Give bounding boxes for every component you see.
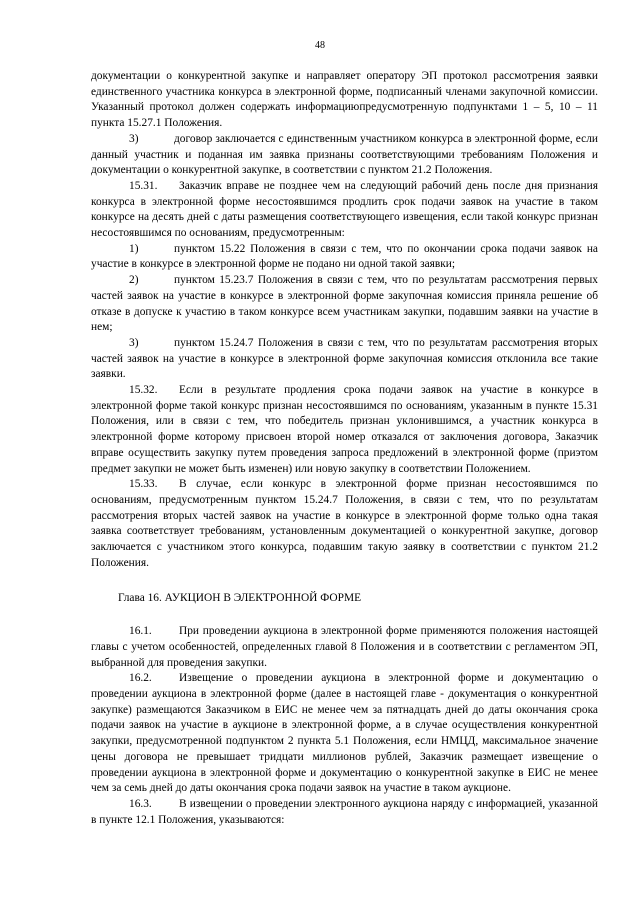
clause-number: 15.31. xyxy=(129,179,158,192)
list-item xyxy=(91,132,598,179)
clause xyxy=(91,671,598,797)
item-number: 2) xyxy=(129,274,139,287)
paragraph-text: договор заключается с единственным участником конкурса в электронной форме, если данный участник и поданная им заявка признаны соответствующими требованиям Положения и документации о конкурентной закупке, в соответствии с пунктом 21.2 Положения. xyxy=(91,132,598,177)
clause-number: 16.3. xyxy=(129,797,152,810)
paragraph-text: Если в результате продления срока подачи заявок на участие в конкурсе в электронной форме такой конкурс признан несостоявшимся по основаниям, указанным в пункте 15.31 Положения, или в связи с тем, что победитель признан уклонившимся, а участник конкурса в электронной форме которому присвоен второй номер отказался от заключения договора, Заказчик вправе осуществить закупку путем проведения запроса предложений в электронной форме (приэтом предмет закупки не может быть изменен) или новую закупку в соответствии Положением. xyxy=(91,384,598,475)
clause xyxy=(91,383,598,477)
clause xyxy=(91,477,598,571)
list-item xyxy=(91,242,598,273)
clause-number: 16.2. xyxy=(129,672,152,685)
clause xyxy=(91,624,598,671)
item-number: 3) xyxy=(129,336,139,349)
paragraph xyxy=(91,69,598,132)
paragraph-text: В случае, если конкурс в электронной форме признан несостоявшимся по основаниям, предусмотренным пунктом 15.24.7 Положения, в связи с тем, что по результатам рассмотрения вторых частей заявок на участие в конкурсе в электронной форме только одна такая заявка соответствует требованиям, установленным документацией о конкурентной закупке, договор заключается с участником этого конкурса, подавшим такую заявку в соответствии с пунктом 21.2 Положения. xyxy=(91,478,598,569)
paragraph-text: Заказчик вправе не позднее чем на следующий рабочий день после дня признания конкурса в электронной форме несостоявшимся продлить срок подачи заявок на участие в таком конкурсе на десять дней с даты размещения соответствующего извещения, если такой конкурс признан несостоявшимся по основаниям, предусмотренным: xyxy=(91,179,598,240)
clause-number: 15.33. xyxy=(129,478,158,491)
list-item xyxy=(91,273,598,336)
paragraph-text: Извещение о проведении аукциона в электронной форме и документацию о проведении аукциона в электронной форме (далее в настоящей главе - документация о конкурентной закупке) размещаются Заказчиком в ЕИС не менее чем за пятнадцать дней до даты окончания срока подачи заявок на участие в аукционе в электронной форме, а в случае осуществления конкурентной закупки, предусмотренной подпунктом 2 пункта 5.1 Положения, если НМЦД, максимальное значение цены договора не превышает тридцати миллионов рублей, Заказчик размещает извещение о проведении аукциона в электронной форме и документацию о конкурентной закупке в ЕИС не менее чем за семь дней до даты окончания срока подачи заявок на участие в таком аукционе. xyxy=(91,672,598,795)
paragraph-text: При проведении аукциона в электронной форме применяются положения настоящей главы с учетом особенностей, определенных главой 8 Положения и в соответствии с регламентом ЭП, выбранной для проведения закупки. xyxy=(91,625,598,669)
item-number: 1) xyxy=(129,242,139,255)
paragraph-text: пунктом 15.22 Положения в связи с тем, что по окончании срока подачи заявок на участие в конкурсе в электронной форме не подано ни одной такой заявки; xyxy=(91,242,598,271)
clause-number: 16.1. xyxy=(129,625,152,638)
paragraph-text: пунктом 15.24.7 Положения в связи с тем, что по результатам рассмотрения вторых частей заявок на участие в конкурсе в электронной форме закупочная комиссия отклонила все такие заявки. xyxy=(91,336,598,381)
item-number: 3) xyxy=(129,132,139,145)
chapter-heading: Глава 16. АУКЦИОН В ЭЛЕКТРОННОЙ ФОРМЕ xyxy=(118,591,362,604)
paragraph-text: документации о конкурентной закупке и направляет оператору ЭП протокол рассмотрения заявки единственного участника конкурса в электронной форме, подписанный членами закупочной комиссии. Указанный протокол должен содержать информациюпредусмотренную подпунктами 1 – 5, 10 – 11 пункта 15.27.1 Положения. xyxy=(91,70,598,130)
list-item xyxy=(91,336,598,383)
paragraph-text: пунктом 15.23.7 Положения в связи с тем, что по результатам рассмотрения первых частей заявок на участие в конкурсе в электронной форме закупочная комиссия приняла решение об отказе в допуске к участию в таком конкурсе всем участникам закупки, подавшим заявки на участие в нем; xyxy=(91,274,598,334)
clause xyxy=(91,797,598,828)
clause xyxy=(91,179,598,242)
document-body xyxy=(91,69,598,828)
clause-number: 15.32. xyxy=(129,384,158,397)
paragraph-text: В извещении о проведении электронного аукциона наряду с информацией, указанной в пункте 12.1 Положения, указываются: xyxy=(91,797,598,826)
page-number: 48 xyxy=(315,40,325,51)
